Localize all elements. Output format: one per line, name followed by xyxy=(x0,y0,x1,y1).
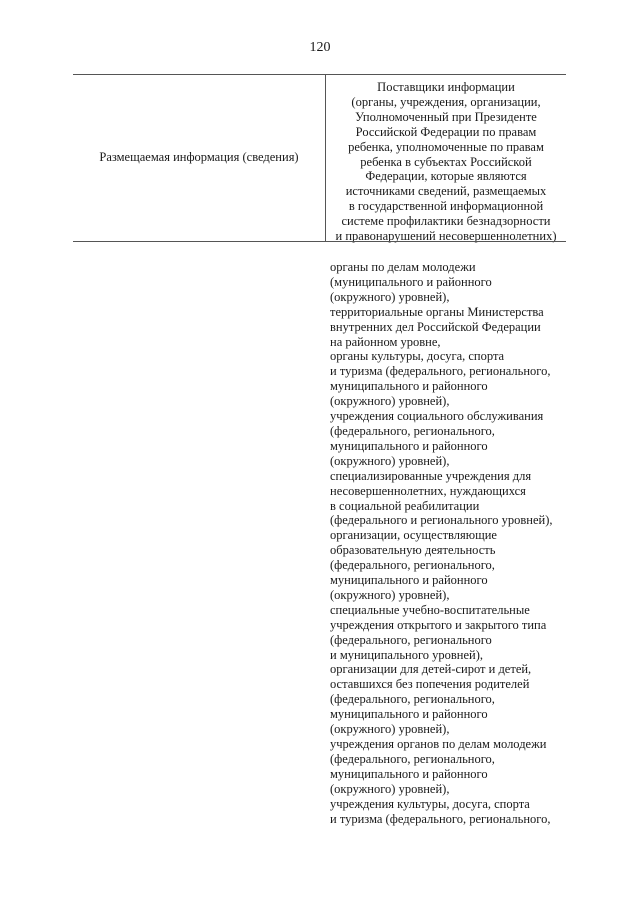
provider-line: (федерального и регионального уровней), xyxy=(330,513,553,528)
provider-line: органы по делам молодежи xyxy=(330,260,476,274)
provider-line: муниципального и районного xyxy=(330,766,488,781)
provider-line: (муниципального и районного xyxy=(330,274,492,289)
header-line: Уполномоченный при Президенте xyxy=(355,109,537,124)
header-label-information: Размещаемая информация (сведения) xyxy=(99,150,299,164)
provider-line: и муниципального уровней), xyxy=(330,647,484,662)
providers-list xyxy=(330,260,570,826)
provider-line: муниципального и районного xyxy=(330,438,488,453)
provider-line: в социальной реабилитации xyxy=(330,498,480,513)
provider-line: органы культуры, досуга, спорта xyxy=(330,349,505,364)
page-number: 120 xyxy=(309,40,331,55)
header-line: Поставщики информации xyxy=(377,80,515,94)
provider-line: (федерального, регионального, xyxy=(330,751,495,766)
header-line: системе профилактики безнадзорности xyxy=(341,214,551,229)
provider-line: учреждения органов по делам молодежи xyxy=(330,737,547,751)
header-line: источниками сведений, размещаемых xyxy=(345,184,547,199)
provider-line: учреждения социального обслуживания xyxy=(330,409,544,424)
header-line: ребенка в субъектах Российской xyxy=(360,154,532,169)
provider-line: (окружного) уровней), xyxy=(330,289,450,304)
provider-line: (федерального, регионального, xyxy=(330,423,495,438)
provider-line: (федерального, регионального, xyxy=(330,692,495,707)
provider-line: специализированные учреждения для xyxy=(330,468,532,483)
provider-line: специальные учебно-воспитательные xyxy=(330,602,530,617)
provider-line: несовершеннолетних, нуждающихся xyxy=(330,483,526,498)
provider-line: на районном уровне, xyxy=(330,334,441,349)
provider-line: внутренних дел Российской Федерации xyxy=(330,319,541,334)
provider-line: (окружного) уровней), xyxy=(330,722,450,737)
header-line: ребенка, уполномоченные по правам xyxy=(348,139,544,154)
header-bottom-border xyxy=(73,241,566,242)
provider-line: (окружного) уровней), xyxy=(330,394,450,409)
provider-line: территориальные органы Министерства xyxy=(330,304,544,319)
provider-line: и туризма (федерального, регионального, xyxy=(330,364,551,379)
header-line: Российской Федерации по правам xyxy=(355,124,537,139)
provider-line: организации для детей-сирот и детей, xyxy=(330,662,532,677)
provider-line: (федерального, регионального xyxy=(330,632,492,647)
provider-line: муниципального и районного xyxy=(330,707,488,722)
provider-line: (окружного) уровней), xyxy=(330,781,450,796)
provider-line: оставшихся без попечения родителей xyxy=(330,677,530,692)
provider-line: (окружного) уровней), xyxy=(330,587,450,602)
header-cell-providers xyxy=(326,80,566,244)
provider-line: учреждения открытого и закрытого типа xyxy=(330,617,547,632)
provider-line: образовательную деятельность xyxy=(330,543,496,558)
provider-line: муниципального и районного xyxy=(330,379,488,394)
provider-line: муниципального и районного xyxy=(330,573,488,588)
header-line: Федерации, которые являются xyxy=(365,169,527,184)
provider-line: (окружного) уровней), xyxy=(330,453,450,468)
provider-line: учреждения культуры, досуга, спорта xyxy=(330,796,530,811)
header-cell-information xyxy=(73,74,325,241)
header-line: в государственной информационной xyxy=(348,199,544,214)
header-line: и правонарушений несовершеннолетних) xyxy=(335,229,557,244)
header-line: (органы, учреждения, организации, xyxy=(351,94,541,109)
provider-line: организации, осуществляющие xyxy=(330,528,497,543)
provider-line: (федерального, регионального, xyxy=(330,558,495,573)
provider-line: и туризма (федерального, регионального, xyxy=(330,811,551,826)
